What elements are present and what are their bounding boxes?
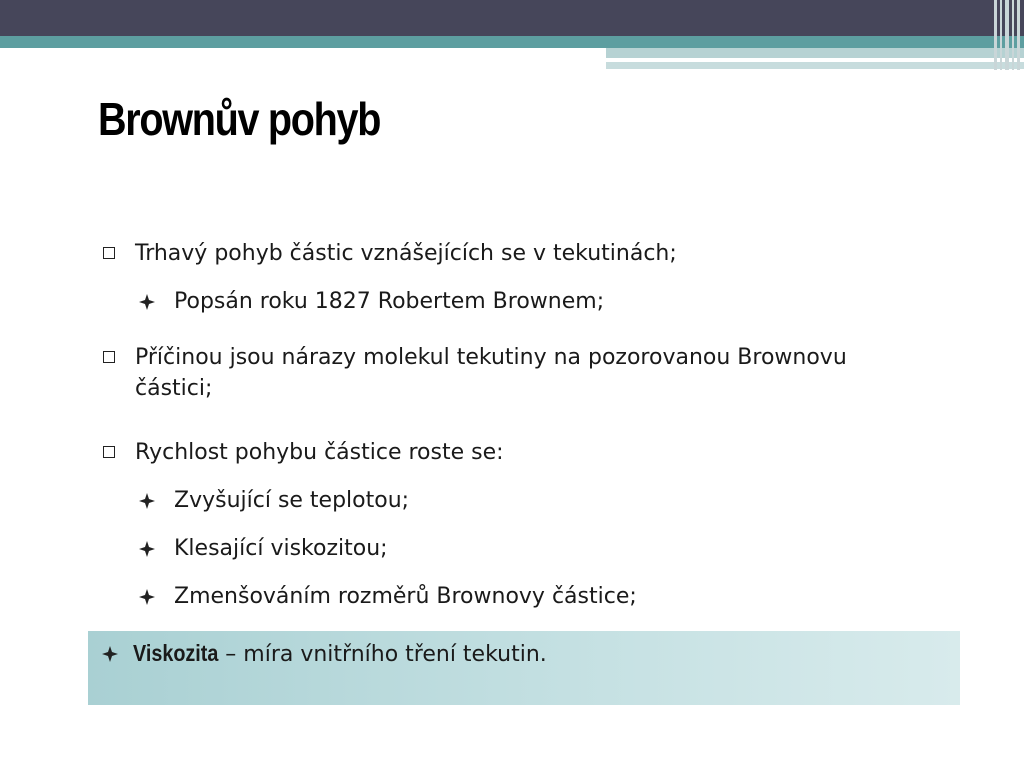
diamond-bullet-icon [138,588,156,606]
bullet-text: Zvyšující se teplotou; [174,488,410,513]
header-light-band [606,48,1024,58]
bullet-text-continued: částici; [135,376,213,401]
bullet-text: Popsán roku 1827 Robertem Brownem; [174,289,605,314]
bullet-text: Zmenšováním rozměrů Brownovy částice; [174,584,637,609]
diamond-bullet-icon [138,540,156,558]
bullet-text: Rychlost pohybu částice roste se: [135,440,504,465]
diamond-bullet-icon [138,293,156,311]
bullet-text: Klesající viskozitou; [174,536,388,561]
header-decor-lines [990,0,1024,70]
bullet-text: Příčinou jsou nárazy molekul tekutiny na pozorovanou Brownovu [135,345,847,370]
header-light-band-thin [606,62,1024,69]
slide-title: Brownův pohyb [98,93,381,145]
definition-text: – míra vnitřního tření tekutin. [218,642,547,667]
diamond-bullet-icon [101,645,119,663]
definition-term: Viskozita [133,640,219,666]
diamond-bullet-icon [138,492,156,510]
header-dark-bar [0,0,1024,36]
header-teal-band [0,36,1024,48]
bullet-text: Trhavý pohyb částic vznášejících se v tekutinách; [135,241,677,266]
